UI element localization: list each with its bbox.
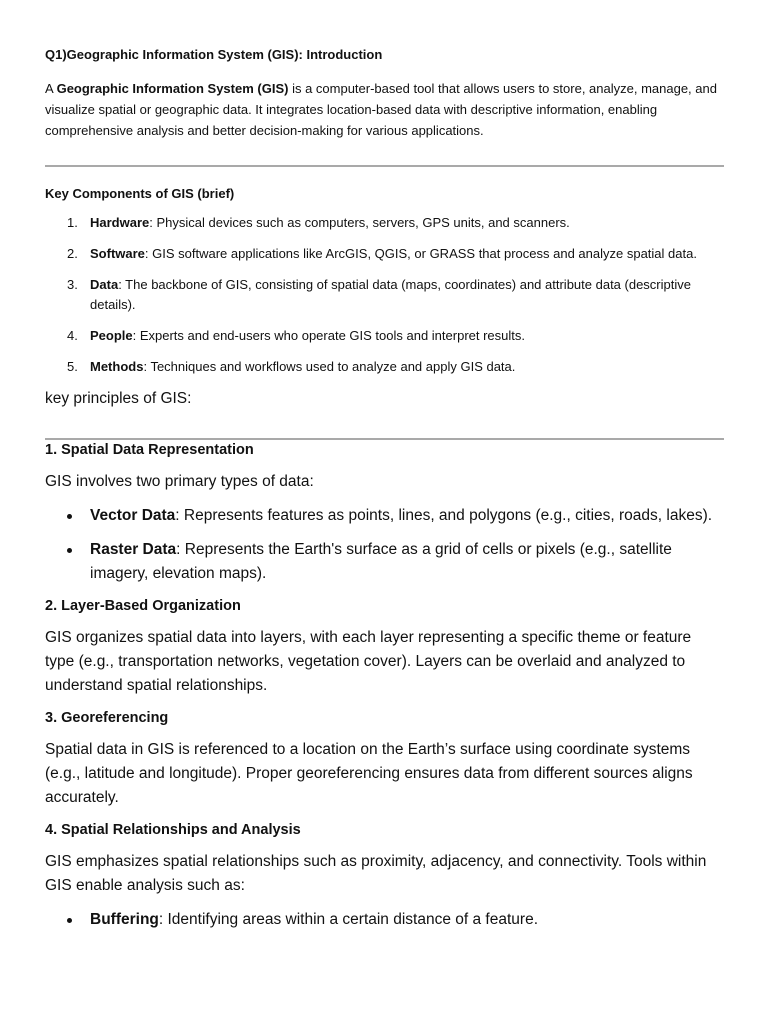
bullet-icon xyxy=(67,548,72,553)
components-list xyxy=(45,213,724,377)
item-text: : Techniques and workflows used to analyze and apply GIS data. xyxy=(143,359,516,374)
intro-paragraph xyxy=(45,78,724,141)
bullet-icon xyxy=(67,514,72,519)
bullet-term: Buffering xyxy=(90,911,159,928)
divider xyxy=(45,165,724,167)
item-term: Software xyxy=(90,246,145,261)
section-text: GIS emphasizes spatial relationships such as proximity, adjacency, and connectivity. Tools within GIS enable analysis such as: xyxy=(45,853,707,894)
bullet-term: Raster Data xyxy=(90,541,177,558)
item-term: Methods xyxy=(90,359,144,374)
intro-prefix: A xyxy=(45,81,57,96)
item-text: : GIS software applications like ArcGIS, QGIS, or GRASS that process and analyze spatial data. xyxy=(144,246,697,261)
bullet-item xyxy=(45,504,724,528)
section-heading: 1. Spatial Data Representation xyxy=(45,442,254,458)
intro-text: is a computer-based tool that allows users to store, analyze, manage, and visualize spatial or geographic data. It integrates location-based data with descriptive information, enabling comprehensive analysis and better decision-making for various applications. xyxy=(45,81,717,138)
list-item xyxy=(45,326,724,346)
bullet-text: : Identifying areas within a certain distance of a feature. xyxy=(158,911,538,928)
intro-bold-term: Geographic Information System (GIS) xyxy=(56,81,289,96)
section-text: Spatial data in GIS is referenced to a location on the Earth’s surface using coordinate systems (e.g., latitude and longitude). Proper georeferencing ensures data from different sources aligns accurately. xyxy=(45,741,693,806)
section-text: GIS organizes spatial data into layers, with each layer representing a specific theme or feature type (e.g., transportation networks, vegetation cover). Layers can be overlaid and analyzed to understand spatial relationships. xyxy=(45,629,692,694)
item-number: 5. xyxy=(67,359,78,374)
item-term: Data xyxy=(90,277,119,292)
item-number: 4. xyxy=(67,328,78,343)
item-text: : Physical devices such as computers, servers, GPS units, and scanners. xyxy=(149,215,570,230)
item-number: 2. xyxy=(67,246,78,261)
section-text: GIS involves two primary types of data: xyxy=(45,473,314,490)
section-heading: 2. Layer-Based Organization xyxy=(45,598,241,614)
item-text: : Experts and end-users who operate GIS tools and interpret results. xyxy=(132,328,525,343)
question-title: Q1)Geographic Information System (GIS): Introduction xyxy=(45,47,383,62)
bullet-term: Vector Data xyxy=(90,507,176,524)
item-number: 3. xyxy=(67,277,78,292)
components-heading: Key Components of GIS (brief) xyxy=(45,186,235,201)
item-term: People xyxy=(90,328,133,343)
list-item xyxy=(45,275,724,315)
list-item xyxy=(45,213,724,233)
bullet-item xyxy=(45,908,724,932)
item-number: 1. xyxy=(67,215,78,230)
item-term: Hardware xyxy=(90,215,150,230)
bullet-item xyxy=(45,538,724,586)
section-heading: 3. Georeferencing xyxy=(45,710,169,726)
bullet-list xyxy=(45,908,724,932)
list-item xyxy=(45,357,724,377)
bullet-text: : Represents features as points, lines, and polygons (e.g., cities, roads, lakes). xyxy=(175,507,713,524)
bullet-list xyxy=(45,504,724,586)
list-item xyxy=(45,244,724,264)
section-heading: 4. Spatial Relationships and Analysis xyxy=(45,822,301,838)
principles-label: key principles of GIS: xyxy=(45,390,192,407)
bullet-text: : Represents the Earth's surface as a grid of cells or pixels (e.g., satellite imagery, elevation maps). xyxy=(90,541,672,582)
bullet-icon xyxy=(67,918,72,923)
item-text: : The backbone of GIS, consisting of spatial data (maps, coordinates) and attribute data (descriptive details). xyxy=(90,277,691,312)
